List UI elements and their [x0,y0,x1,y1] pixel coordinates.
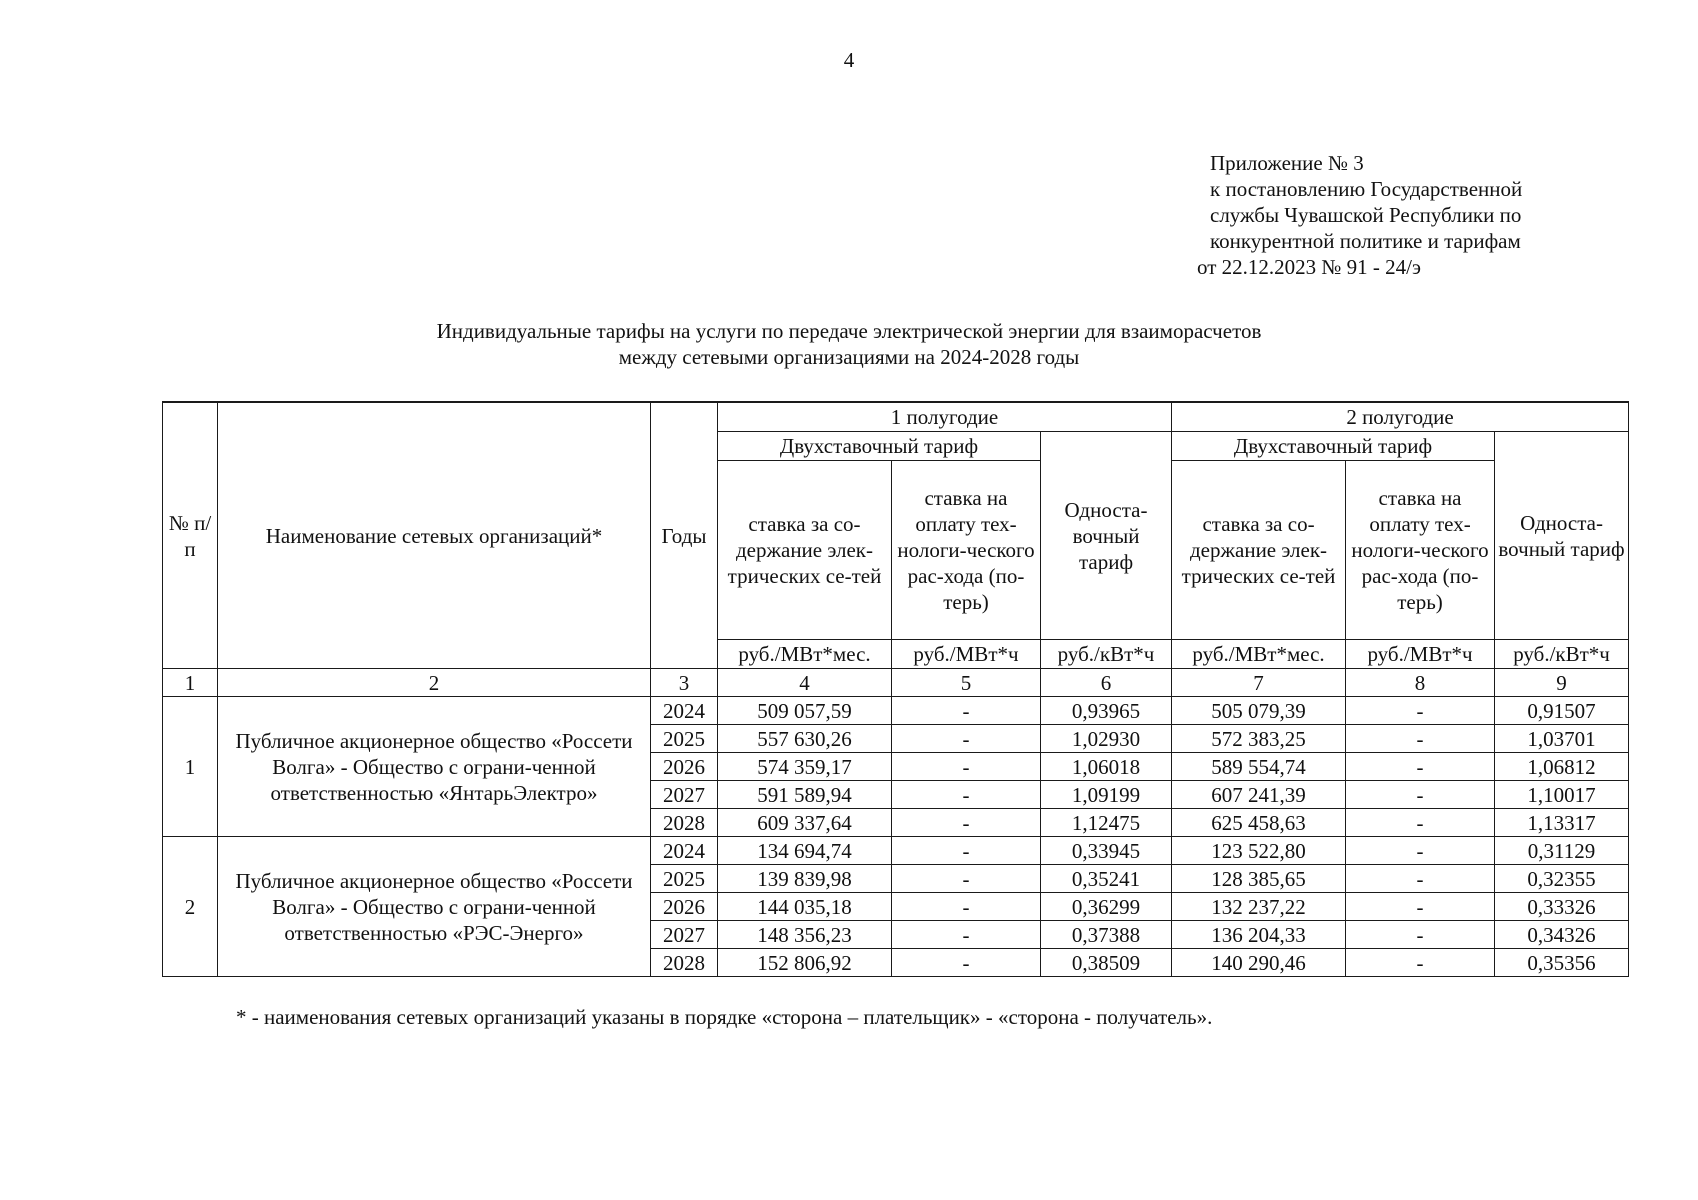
h1-losses-cell: - [892,949,1041,977]
h2-single-rate-cell: 0,32355 [1495,865,1629,893]
h2-maintenance-cell: 589 554,74 [1172,753,1346,781]
h1-losses-cell: - [892,781,1041,809]
h2-losses-cell: - [1346,753,1495,781]
appendix-line: к постановлению Государственной [1210,177,1523,201]
h1-maintenance-cell: 574 359,17 [718,753,892,781]
h2-maintenance-cell: 123 522,80 [1172,837,1346,865]
year-cell: 2027 [651,921,718,949]
org-number: 2 [163,837,218,977]
h1-single-rate-cell: 1,02930 [1041,725,1172,753]
org-number: 1 [163,697,218,837]
column-number: 1 [163,669,218,697]
column-number: 5 [892,669,1041,697]
h2-maintenance-cell: 607 241,39 [1172,781,1346,809]
page-number: 4 [843,48,855,72]
unit-single-h1: руб./кВт*ч [1041,640,1172,669]
h1-maintenance-cell: 144 035,18 [718,893,892,921]
h1-single-rate-cell: 0,37388 [1041,921,1172,949]
header-two-rate-h1: Двухставочный тариф [718,432,1041,461]
unit-single-h2: руб./кВт*ч [1495,640,1629,669]
h1-single-rate-cell: 1,09199 [1041,781,1172,809]
h1-single-rate-cell: 1,12475 [1041,809,1172,837]
title-line-1: Индивидуальные тарифы на услуги по передаче электрической энергии для взаиморасчетов [436,319,1262,343]
h1-maintenance-cell: 148 356,23 [718,921,892,949]
h2-single-rate-cell: 1,10017 [1495,781,1629,809]
appendix-line: конкурентной политике и тарифам [1210,229,1521,253]
year-cell: 2026 [651,753,718,781]
header-maintenance-h2: ставка за со-держание элек-трических се-тей [1172,461,1346,640]
h1-maintenance-cell: 152 806,92 [718,949,892,977]
h1-losses-cell: - [892,837,1041,865]
h2-maintenance-cell: 505 079,39 [1172,697,1346,725]
h2-maintenance-cell: 572 383,25 [1172,725,1346,753]
year-cell: 2026 [651,893,718,921]
appendix-line: от 22.12.2023 № 91 - 24/э [1197,255,1422,279]
h2-losses-cell: - [1346,725,1495,753]
table-row [163,697,1629,725]
h2-maintenance-cell: 625 458,63 [1172,809,1346,837]
h2-single-rate-cell: 1,13317 [1495,809,1629,837]
tariff-table [162,401,1629,977]
header-half1: 1 полугодие [718,402,1172,432]
column-number: 7 [1172,669,1346,697]
title-line-2: между сетевыми организациями на 2024-2028 годы [618,345,1080,369]
year-cell: 2024 [651,697,718,725]
table-body [163,697,1629,977]
h1-maintenance-cell: 591 589,94 [718,781,892,809]
column-number: 6 [1041,669,1172,697]
year-cell: 2028 [651,949,718,977]
column-number: 9 [1495,669,1629,697]
h2-losses-cell: - [1346,837,1495,865]
h2-losses-cell: - [1346,697,1495,725]
h2-losses-cell: - [1346,809,1495,837]
header-years: Годы [651,402,718,669]
year-cell: 2027 [651,781,718,809]
h2-single-rate-cell: 0,33326 [1495,893,1629,921]
appendix-line: Приложение № 3 [1210,151,1364,175]
header-num: № п/п [163,402,218,669]
h2-losses-cell: - [1346,781,1495,809]
header-single-rate-h1: Односта-вочный тариф [1041,432,1172,640]
h2-maintenance-cell: 128 385,65 [1172,865,1346,893]
h1-losses-cell: - [892,893,1041,921]
h1-losses-cell: - [892,697,1041,725]
footnote: * - наименования сетевых организаций указаны в порядке «сторона – плательщик» - «сторона - получатель». [236,1005,1213,1029]
h1-maintenance-cell: 557 630,26 [718,725,892,753]
header-two-rate-h2: Двухставочный тариф [1172,432,1495,461]
h1-single-rate-cell: 0,33945 [1041,837,1172,865]
h1-maintenance-cell: 509 057,59 [718,697,892,725]
h2-losses-cell: - [1346,893,1495,921]
h1-single-rate-cell: 0,38509 [1041,949,1172,977]
h1-losses-cell: - [892,921,1041,949]
h2-maintenance-cell: 136 204,33 [1172,921,1346,949]
h1-single-rate-cell: 0,93965 [1041,697,1172,725]
h2-maintenance-cell: 140 290,46 [1172,949,1346,977]
table-row [163,837,1629,865]
unit-losses-h1: руб./МВт*ч [892,640,1041,669]
h2-single-rate-cell: 0,91507 [1495,697,1629,725]
unit-losses-h2: руб./МВт*ч [1346,640,1495,669]
org-name: Публичное акционерное общество «Россети Волга» - Общество с ограни-ченной ответственностью «ЯнтарьЭлектро» [218,697,651,837]
h1-single-rate-cell: 0,35241 [1041,865,1172,893]
column-number: 8 [1346,669,1495,697]
year-cell: 2025 [651,865,718,893]
h2-losses-cell: - [1346,921,1495,949]
column-number: 3 [651,669,718,697]
h1-single-rate-cell: 0,36299 [1041,893,1172,921]
h1-losses-cell: - [892,809,1041,837]
h1-losses-cell: - [892,753,1041,781]
org-name: Публичное акционерное общество «Россети Волга» - Общество с ограни-ченной ответственностью «РЭС-Энерго» [218,837,651,977]
column-number: 4 [718,669,892,697]
h2-single-rate-cell: 1,06812 [1495,753,1629,781]
h2-single-rate-cell: 0,35356 [1495,949,1629,977]
unit-maintenance-h2: руб./МВт*мес. [1172,640,1346,669]
h2-losses-cell: - [1346,949,1495,977]
header-single-rate-h2: Односта-вочный тариф [1495,432,1629,640]
h1-maintenance-cell: 609 337,64 [718,809,892,837]
year-cell: 2028 [651,809,718,837]
h2-losses-cell: - [1346,865,1495,893]
column-number: 2 [218,669,651,697]
header-name: Наименование сетевых организаций* [218,402,651,669]
header-losses-h1: ставка на оплату тех-нологи-ческого рас-хода (по-терь) [892,461,1041,640]
appendix-block [1197,150,1522,280]
year-cell: 2024 [651,837,718,865]
appendix-line: службы Чувашской Республики по [1210,203,1522,227]
h2-single-rate-cell: 0,34326 [1495,921,1629,949]
header-maintenance-h1: ставка за со-держание элек-трических се-тей [718,461,892,640]
h2-single-rate-cell: 0,31129 [1495,837,1629,865]
year-cell: 2025 [651,725,718,753]
h1-losses-cell: - [892,865,1041,893]
h1-single-rate-cell: 1,06018 [1041,753,1172,781]
h2-maintenance-cell: 132 237,22 [1172,893,1346,921]
document-title [0,318,1698,370]
h1-maintenance-cell: 134 694,74 [718,837,892,865]
h1-maintenance-cell: 139 839,98 [718,865,892,893]
header-half2: 2 полугодие [1172,402,1629,432]
header-losses-h2: ставка на оплату тех-нологи-ческого рас-хода (по-терь) [1346,461,1495,640]
h2-single-rate-cell: 1,03701 [1495,725,1629,753]
unit-maintenance-h1: руб./МВт*мес. [718,640,892,669]
h1-losses-cell: - [892,725,1041,753]
